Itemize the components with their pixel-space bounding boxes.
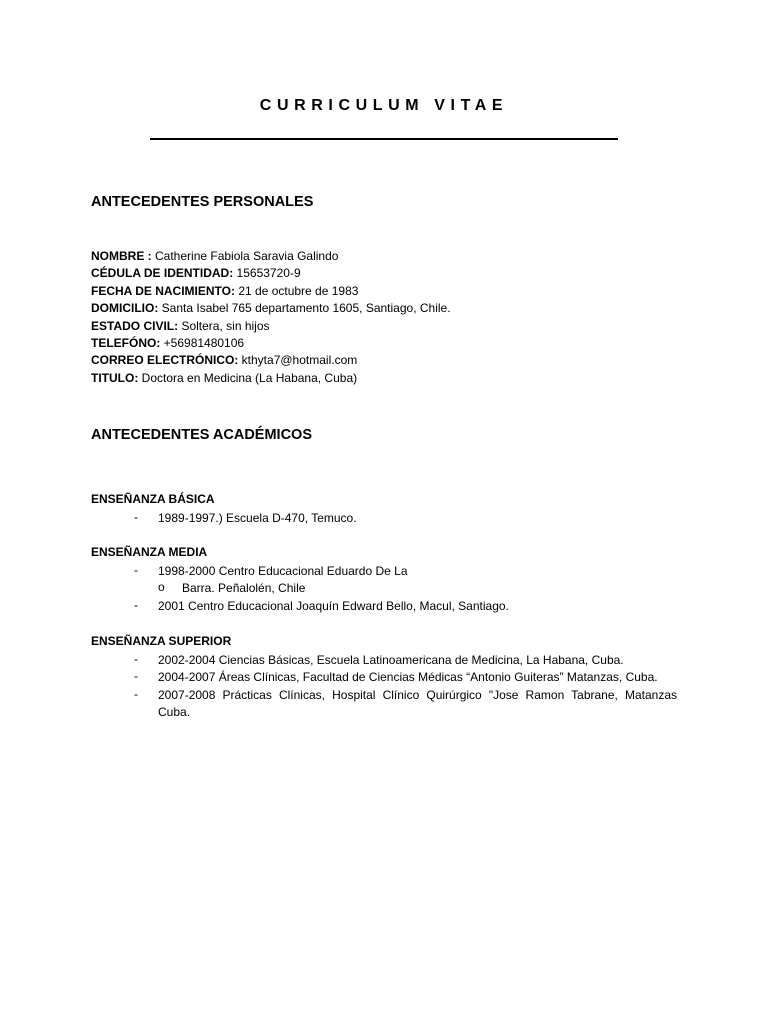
field-telefono — [91, 335, 451, 352]
field-value: Doctora en Medicina (La Habana, Cuba) — [138, 370, 358, 385]
superior-item-2: 2004-2007 Áreas Clínicas, Facultad de Ciencias Médicas “Antonio Guiteras” Matanzas, Cuba. — [158, 670, 658, 684]
media-item-1-sub: Barra. Peñalolén, Chile — [182, 581, 306, 595]
dash-bullet: - — [134, 687, 138, 701]
field-nombre — [91, 248, 451, 265]
title-underline — [150, 138, 618, 140]
field-value: Soltera, sin hijos — [178, 318, 270, 333]
field-label: DOMICILIO: — [91, 301, 159, 316]
basica-item: 1989-1997.) Escuela D-470, Temuco. — [158, 511, 357, 525]
field-cedula — [91, 265, 451, 282]
field-value: +56981480106 — [160, 336, 245, 351]
field-label: CORREO ELECTRÓNICO: — [91, 353, 239, 368]
personal-info-list — [91, 248, 451, 387]
media-item-1: 1998-2000 Centro Educacional Eduardo De La — [158, 564, 408, 578]
field-value: kthyta7@hotmail.com — [238, 353, 358, 368]
field-correo — [91, 352, 451, 369]
field-label: FECHA DE NACIMIENTO: — [91, 283, 235, 298]
dash-bullet: - — [134, 598, 138, 612]
dash-bullet: - — [134, 510, 138, 524]
media-item-2: 2001 Centro Educacional Joaquín Edward Bello, Macul, Santiago. — [158, 599, 509, 613]
circle-bullet: o — [158, 580, 165, 594]
field-label: CÉDULA DE IDENTIDAD: — [91, 266, 234, 281]
document-title: CURRICULUM VITAE — [259, 97, 509, 114]
field-domicilio — [91, 300, 451, 317]
superior-item-3 — [158, 687, 677, 722]
superior-item-1: 2002-2004 Ciencias Básicas, Escuela Latinoamericana de Medicina, La Habana, Cuba. — [158, 653, 624, 667]
field-label: ESTADO CIVIL: — [91, 318, 179, 333]
basica-heading: ENSEÑANZA BÁSICA — [91, 492, 215, 506]
dash-bullet: - — [134, 563, 138, 577]
personal-heading: ANTECEDENTES PERSONALES — [91, 194, 314, 210]
academic-heading: ANTECEDENTES ACADÉMICOS — [91, 427, 313, 443]
superior-item-3-line-2: Cuba. — [158, 705, 191, 720]
field-titulo — [91, 370, 451, 387]
field-label: TELEFÓNO: — [91, 336, 161, 351]
field-value: 15653720-9 — [233, 266, 301, 281]
field-fecha-nacimiento — [91, 283, 451, 300]
dash-bullet: - — [134, 652, 138, 666]
superior-heading: ENSEÑANZA SUPERIOR — [91, 634, 232, 648]
field-estado-civil — [91, 318, 451, 335]
field-label: NOMBRE : — [91, 249, 152, 263]
field-label: TITULO: — [91, 370, 139, 385]
media-heading: ENSEÑANZA MEDIA — [91, 545, 208, 559]
superior-item-3-line-1: 2007-2008 Prácticas Clínicas, Hospital Clínico Quirúrgico "Jose Ramon Tabrane, Matanzas — [158, 688, 677, 702]
field-value: Santa Isabel 765 departamento 1605, Santiago, Chile. — [158, 301, 451, 316]
field-value: Catherine Fabiola Saravia Galindo — [151, 249, 339, 263]
dash-bullet: - — [134, 669, 138, 683]
field-value: 21 de octubre de 1983 — [235, 283, 359, 298]
